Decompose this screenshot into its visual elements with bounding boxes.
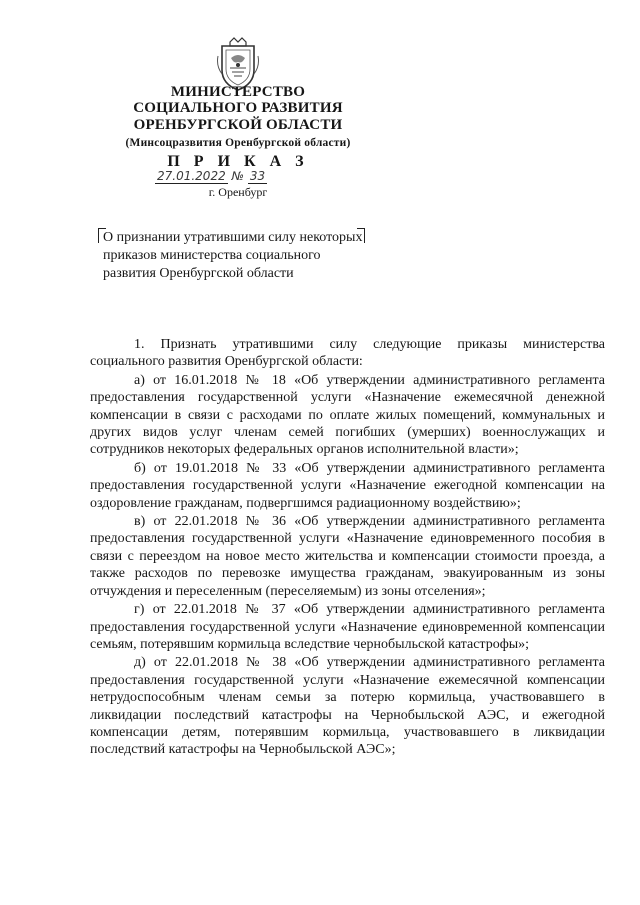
- order-date-number: [155, 169, 267, 183]
- ministry-short-name: (Минсоцразвития Оренбургской области): [125, 137, 351, 149]
- list-item-b: б) от 19.01.2018 № 33 «Об утверждении административного регламента предоставления государственной услуги «Назначение ежегодной компенсации на оздоровление гражданам, подвергшимся радиационному воздействию»;: [90, 460, 605, 511]
- number-label: №: [231, 169, 245, 183]
- ministry-title-line-1: МИНИСТЕРСТВО: [170, 84, 306, 100]
- city: г. Оренбург: [208, 185, 268, 199]
- list-item-v: в) от 22.01.2018 № 36 «Об утверждении административного регламента предоставления государственной услуги «Назначение единовременного пособия в связи с переездом на новое место жительства и компенсации стоимости проезда, а также расходов по перевозке имущества гражданам, эвакуированным из зоны отчуждения и переселенным (переселяемым) из зоны отселения»;: [90, 514, 605, 599]
- document-body: [90, 336, 605, 759]
- list-item-d: д) от 22.01.2018 № 38 «Об утверждении административного регламента предоставления государственной услуги «Назначение ежемесячной компенсации нетрудоспособным членам семьи за потерю кормильца, участвовавшего в ликвидации последствий катастрофы на Чернобыльской АЭС, и ежегодной компенсации детям, потерявшим кормильца, участвовавшего в ликвидации последствий катастрофы на Чернобыльской АЭС»;: [90, 655, 605, 758]
- order-date: 27.01.2022: [157, 169, 226, 183]
- order-number: 33: [249, 169, 266, 183]
- ministry-title-line-3: ОРЕНБУРГСКОЙ ОБЛАСТИ: [133, 117, 343, 133]
- list-item-a: а) от 16.01.2018 № 18 «Об утверждении административного регламента предоставления государственной услуги «Назначение ежемесячной денежной компенсации в связи с расходами по оплате жилых помещений, коммунальных и других видов услуг членам семей погибших (умерших) военнослужащих и сотрудников некоторых федеральных органов исполнительной власти»;: [90, 372, 605, 458]
- intro-paragraph: 1. Признать утратившими силу следующие приказы министерства социального развития Оренбургской области:: [90, 337, 605, 370]
- list-item-g: г) от 22.01.2018 № 37 «Об утверждении административного регламента предоставления государственной услуги «Назначение единовременной компенсации семьям, потерявшим кормильца вследствие чернобыльской катастрофы»;: [90, 602, 605, 652]
- ministry-title-line-2: СОЦИАЛЬНОГО РАЗВИТИЯ: [133, 100, 343, 116]
- document-type: П Р И К А З: [167, 153, 309, 170]
- document-subject: О признании утратившими силу некоторых приказов министерства социального развития Оренбургской области: [103, 230, 363, 281]
